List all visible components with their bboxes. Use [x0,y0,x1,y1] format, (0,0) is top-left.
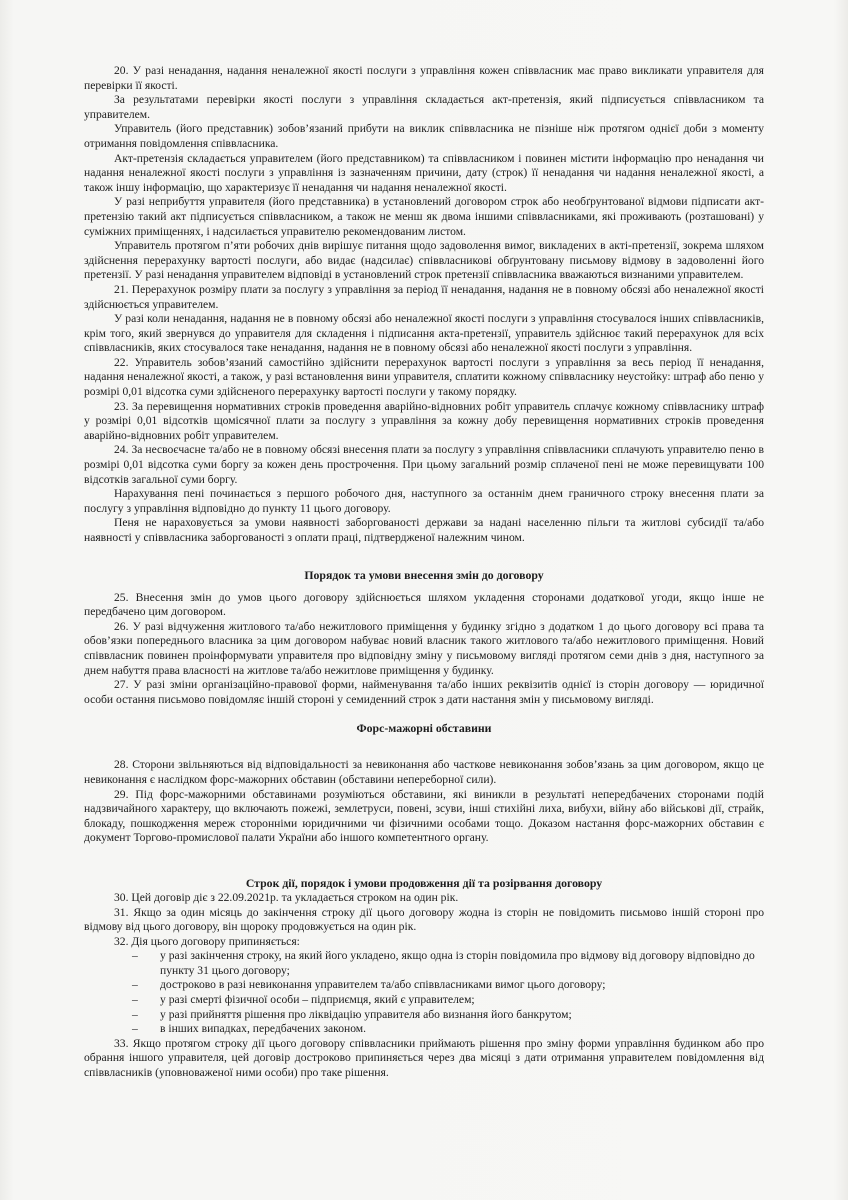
paragraph-33: 33. Якщо протягом строку дії цього договору співвласники приймають рішення про зміну форми управління будинком або про обрання іншого управителя, цей договір достроково припиняється через два місяці з дати отримання управителем повідомлення від співвласників (уповноваженої ними особи) про таке рішення. [84,1036,764,1080]
list-item: – достроково в разі невиконання управителем та/або співвласниками вимог цього договору; [132,978,606,992]
paragraph-20: 20. У разі ненадання, надання неналежної якості послуги з управління кожен співвласник має право викликати управителя для перевірки її якості. [84,64,764,92]
section-title-term: Строк дії, порядок і умови продовження дії та розірвання договору [245,875,603,890]
paragraph-20-act: За результатами перевірки якості послуги з управління складається акт-претензія, який підписується співвласником та управителем. [84,93,764,121]
list-item: – у разі смерті фізичної особи – підприємця, який є управителем; [132,993,475,1007]
paragraph-20-act-content: Акт-претензія складається управителем (його представником) та співвласником і повинен містити інформацію про ненадання чи надання неналежної якості послуги з управління із зазначенням причини, дату (строк) її ненадання чи надання неналежної якості, а також іншу інформацію, що характеризує її ненадання чи надання неналежної якості. [84,151,764,194]
paragraph-23: 23. За перевищення нормативних строків проведення аварійно-відновних робіт управитель сплачує кожному співвласнику штраф у розмірі 0,01 відсотків щомісячної плати за послугу з управління за кожну добу перевищення нормативних строків проведення аварійно-відновних робіт управителем. [84,399,764,442]
dash-marker: – [132,993,138,1007]
paragraph-27: 27. У разі зміни організаційно-правової форми, найменування та/або інших реквізитів однієї із сторін договору — юридичної особи остання письмово повідомляє іншій стороні у семиденний строк з дати настання змін у письмовому вигляді. [84,678,764,706]
list-item: – у разі прийняття рішення про ліквідацію управителя або визнання його банкрутом; [132,1007,572,1021]
dash-marker: – [132,1007,138,1021]
section-title-force-majeure: Форс-мажорні обставини [356,721,492,736]
paragraph-20-no-arrival: У разі неприбуття управителя (його представника) в установлений договором строк або необґрунтованої відмови підписати акт-претензію такий акт підписується співвласником, а також не менш як двома іншими співвласниками, які проживають (розташовані) у суміжних приміщеннях, і надсилається управителю рекомендованим листом. [84,195,764,238]
paragraph-24-start: Нарахування пені починається з першого робочого дня, наступного за останнім днем граничного строку внесення плати за послугу з управління відповідно до пункту 11 цього договору. [84,487,764,515]
paragraph-25: 25. Внесення змін до умов цього договору здійснюється шляхом укладення сторонами додаткової угоди, якщо інше не передбачено цим договором. [84,590,764,619]
paragraph-24: 24. За несвоєчасне та/або не в повному обсязі внесення плати за послугу з управління співвласники сплачують управителю пеню в розмірі 0,01 відсотка суми боргу за кожен день прострочення. При цьому загальний розмір сплаченої пені не може перевищувати 100 відсотків загальної суми боргу. [84,443,764,486]
paragraph-32: 32. Дія цього договору припиняється: [114,934,300,948]
paragraph-24-exception: Пеня не нараховується за умови наявності заборгованості держави за надані населенню пільги та житлові субсидії та/або наявності у співвласника заборгованості з оплати праці, підтвердженої належним чином. [84,516,764,544]
dash-marker: – [132,1022,138,1036]
paragraph-22: 22. Управитель зобов’язаний самостійно здійснити перерахунок вартості послуги з управління за весь період її ненадання, надання неналежної якості, а також, у разі встановлення вини управителя, сплатити кожному співвласнику неустойку: штраф або пеню у розмірі 0,01 відсотка суми здійсненого перерахунку вартості послуги у такому порядку. [84,355,764,399]
paragraph-26: 26. У разі відчуження житлового та/або нежитлового приміщення у будинку згідно з додатком 1 до цього договору всі права та обов’язки попереднього власника за цим договором набуває новий власник такого житлового та/або нежитлового приміщення. Новий співвласник повинен проінформувати управителя про відповідну зміну у письмовому вигляді протягом семи днів з дня, наступного за днем набуття права власності на житлове та/або нежитлове приміщення у будинку. [84,619,764,677]
paragraph-20-arrival: Управитель (його представник) зобов’язаний прибути на виклик співвласника не пізніше ніж протягом однієї доби з моменту отримання повідомлення співвласника. [84,122,764,150]
list-item: – у разі закінчення строку, на який його укладено, якщо одна із сторін повідомила про відмову від договору відповідно до пункту 31 цього договору; [132,949,755,977]
dash-marker: – [132,949,138,963]
paragraph-20-response: Управитель протягом п’яти робочих днів вирішує питання щодо задоволення вимог, викладених в акті-претензії, зокрема шляхом здійснення перерахунку вартості послуги, або видає (надсилає) співвласникові обґрунтовану письмову відмову в задоволенні його претензії. У разі ненадання управителем відповіді в установлений строк претензії співвласника вважаються визнаними управителем. [84,239,764,282]
paragraph-21-others: У разі коли ненадання, надання не в повному обсязі або неналежної якості послуги з управління стосувалося інших співвласників, крім того, який звернувся до управителя для складення і підписання акта-претензії, управитель здійснює такий перерахунок для всіх співвласників, яких стосувалося таке ненадання, надання не в повному обсязі або неналежної якості послуги з управління. [84,312,764,355]
section-title-amendments: Порядок та умови внесення змін до договору [304,567,544,582]
paragraph-28: 28. Сторони звільняються від відповідальності за невиконання або часткове невиконання зобов’язань за цим договором, якщо це невиконання є наслідком форс-мажорних обставин (обставини непереборної сили). [84,758,764,786]
list-item: – в інших випадках, передбачених законом. [132,1022,367,1036]
dash-marker: – [132,978,138,992]
paragraph-31: 31. Якщо за один місяць до закінчення строку дії цього договору жодна із сторін не повідомить письмово іншій стороні про відмову від цього договору, він щороку продовжується на один рік. [84,905,764,934]
paragraph-21: 21. Перерахунок розміру плати за послугу з управління за період її ненадання, надання не в повному обсязі або неналежної якості здійснюється управителем. [84,282,764,311]
termination-list [84,949,764,1037]
paragraph-30: 30. Цей договір діє з 22.09.2021р. та укладається строком на один рік. [114,890,459,904]
paragraph-29: 29. Під форс-мажорними обставинами розуміються обставини, які виникли в результаті непередбачених сторонами подій надзвичайного характеру, що включають пожежі, землетруси, повені, зсуви, інші стихійні лиха, вибухи, війну або військові дії, страйк, блокаду, пошкодження мереж сторонніми юридичними чи фізичними особами тощо. Доказом настання форс-мажорних обставин є документ Торгово-промислової палати України або іншого компетентного органу. [84,787,764,845]
